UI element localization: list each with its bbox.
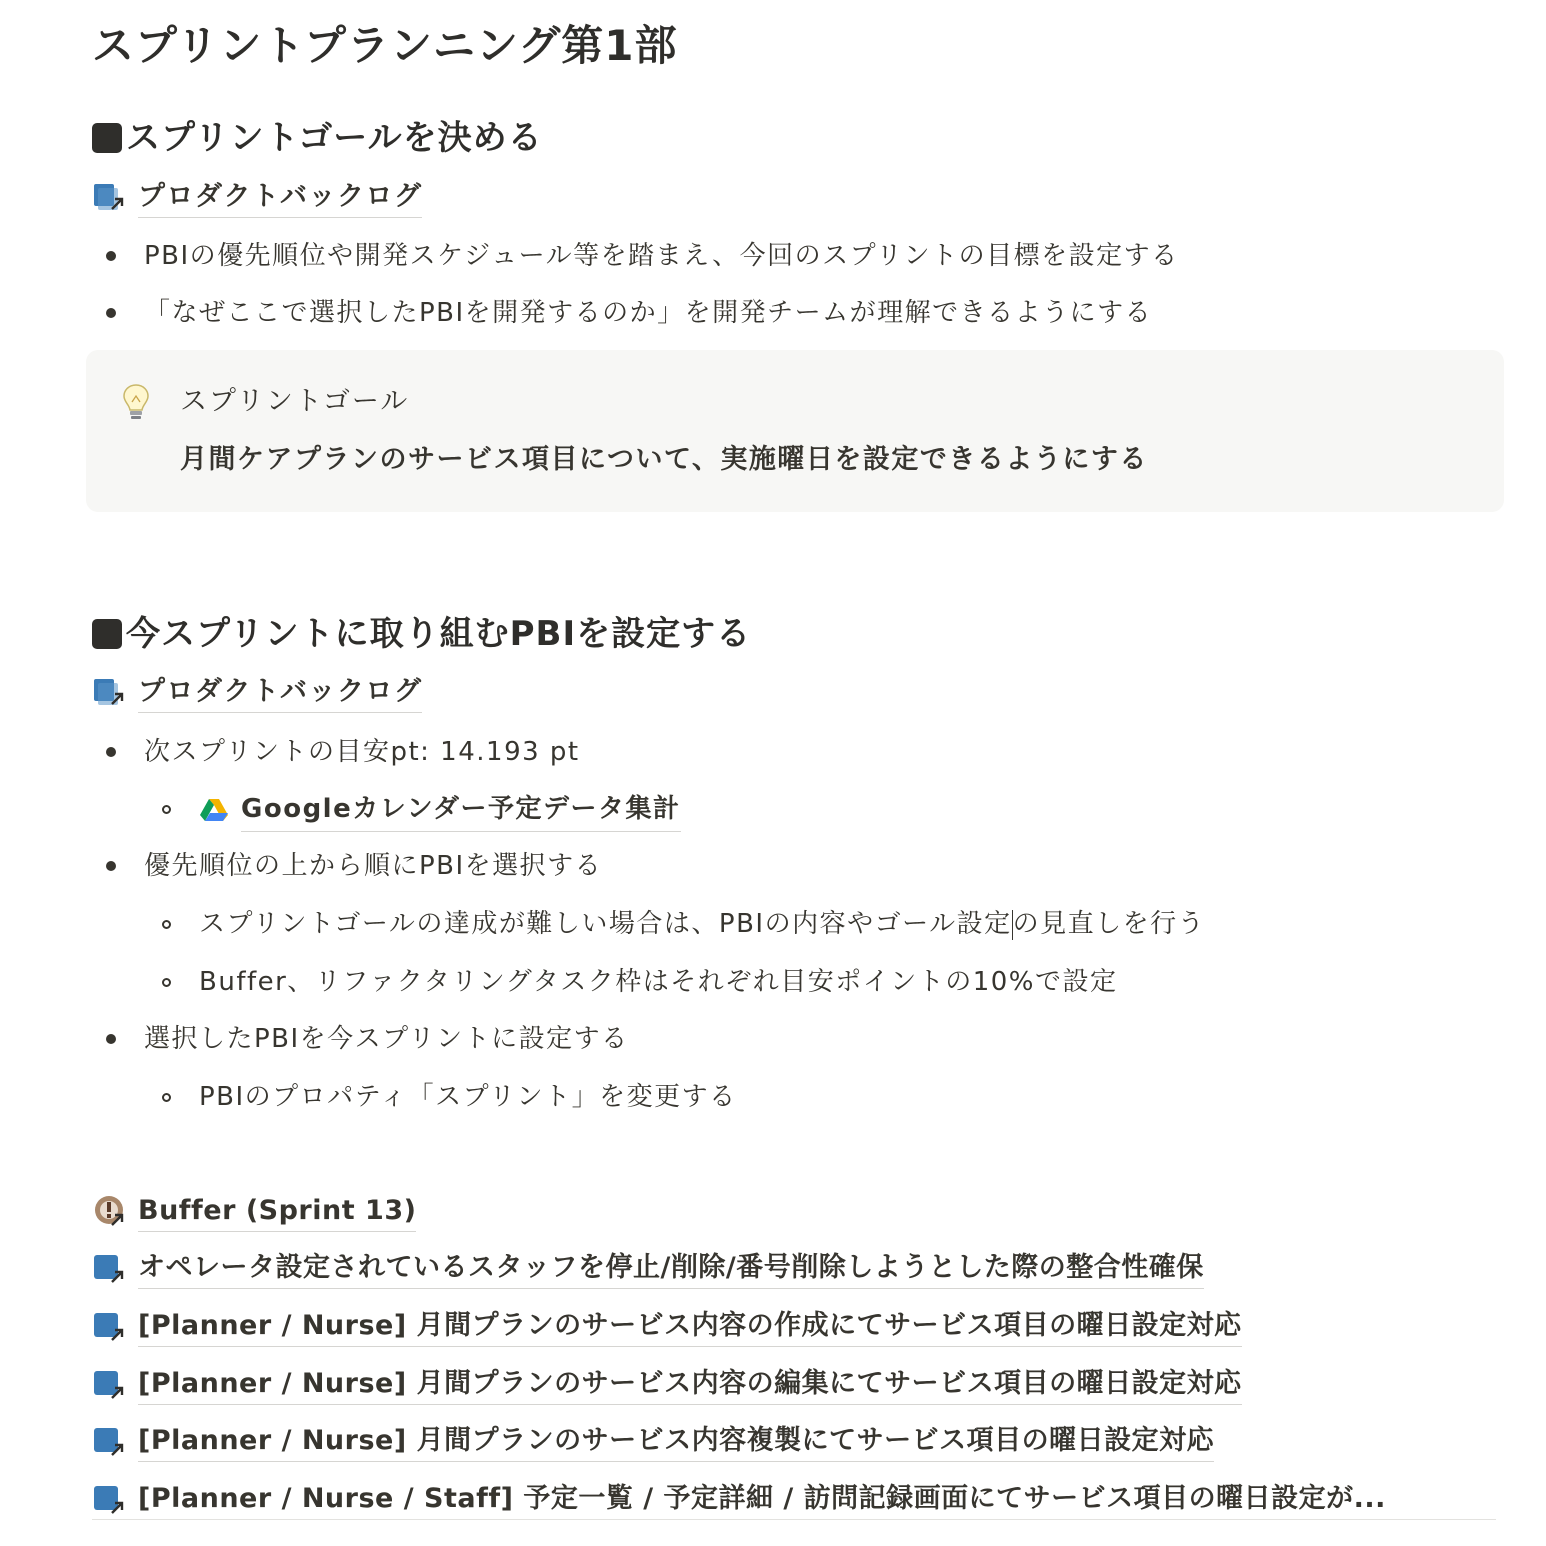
- pbi-link[interactable]: [92, 1304, 1242, 1348]
- list-item-text: Buffer、リファクタリングタスク枠はそれぞれ目安ポイントの10%で設定: [199, 967, 1118, 997]
- pbi-link-text[interactable]: [Planner / Nurse] 月間プランのサービス内容の編集にてサービス項目の曜日設定対応: [138, 1364, 1242, 1405]
- linked-page-icon: [92, 1481, 128, 1517]
- product-backlog-link[interactable]: [92, 670, 422, 714]
- list-item: [106, 730, 580, 774]
- google-drive-icon: [199, 797, 229, 823]
- sub-list-item: [162, 902, 1205, 946]
- bullet-ring: [162, 805, 171, 814]
- list-item-text: PBIのプロパティ「スプリント」を変更する: [199, 1082, 737, 1112]
- sub-list-item: [162, 960, 1118, 1004]
- pbi-link-text[interactable]: [Planner / Nurse] 月間プランのサービス内容の作成にてサービス項目の曜日設定対応: [138, 1306, 1242, 1347]
- list-item: [106, 234, 1179, 278]
- list-item: [106, 844, 602, 888]
- list-item-text: 「なぜここで選択したPBIを開発するのか」を開発チームが理解できるようにする: [144, 298, 1153, 328]
- linked-page-icon: [92, 1366, 128, 1402]
- pbi-link[interactable]: [92, 1419, 1214, 1463]
- linked-page-icon: [92, 1308, 128, 1344]
- section-heading-text: スプリントゴールを決める: [126, 118, 543, 158]
- callout-title: スプリントゴール: [180, 386, 410, 417]
- bullet-ring: [162, 1093, 171, 1102]
- linked-page-icon: [92, 1250, 128, 1286]
- sub-list-item: [162, 787, 681, 832]
- list-item: [106, 1017, 629, 1061]
- sprint-goal-callout: [86, 350, 1504, 512]
- product-backlog-link-text[interactable]: プロダクトバックログ: [138, 672, 422, 713]
- linked-page-icon: [92, 1423, 128, 1459]
- list-item-text: 優先順位の上から順にPBIを選択する: [144, 851, 603, 881]
- list-item: [106, 291, 1152, 335]
- pbi-link-buffer[interactable]: [92, 1189, 416, 1233]
- section-heading-set-pbi: [92, 610, 751, 658]
- linked-page-icon: [92, 179, 128, 215]
- bullet-dot: [106, 1034, 116, 1044]
- link-underline: [92, 1519, 1496, 1520]
- pbi-link[interactable]: [92, 1362, 1242, 1406]
- pbi-link[interactable]: [92, 1246, 1204, 1290]
- product-backlog-link-text[interactable]: プロダクトバックログ: [138, 177, 422, 218]
- linked-page-icon: [92, 674, 128, 710]
- list-item-text-editable[interactable]: スプリントゴールの達成が難しい場合は、PBIの内容やゴール設定の見直しを行う: [199, 909, 1206, 939]
- black-square-icon: [92, 619, 122, 649]
- list-item-text: PBIの優先順位や開発スケジュール等を踏まえ、今回のスプリントの目標を設定する: [144, 241, 1179, 271]
- bullet-dot: [106, 861, 116, 871]
- pbi-link[interactable]: [92, 1477, 1386, 1521]
- pbi-link-text[interactable]: オペレータ設定されているスタッフを停止/削除/番号削除しようとした際の整合性確保: [138, 1248, 1204, 1289]
- sub-list-item: [162, 1075, 737, 1119]
- pbi-link-text[interactable]: Buffer (Sprint 13): [138, 1191, 416, 1232]
- bullet-ring: [162, 978, 171, 987]
- lightbulb-icon: [120, 382, 152, 422]
- black-square-icon: [92, 123, 122, 153]
- bullet-dot: [106, 251, 116, 261]
- section-heading-text: 今スプリントに取り組むPBIを設定する: [126, 614, 752, 654]
- bullet-dot: [106, 308, 116, 318]
- product-backlog-link[interactable]: [92, 175, 422, 219]
- page-title: スプリントプランニング第1部: [92, 21, 678, 70]
- section-heading-sprint-goal: [92, 114, 543, 162]
- bullet-ring: [162, 920, 171, 929]
- buffer-alert-icon: [92, 1193, 128, 1229]
- pbi-link-text[interactable]: [Planner / Nurse / Staff] 予定一覧 / 予定詳細 / 訪問記録画面にてサービス項目の曜日設定が...: [138, 1483, 1386, 1514]
- callout-text: 月間ケアプランのサービス項目について、実施曜日を設定できるようにする: [180, 444, 1148, 475]
- pbi-link-text[interactable]: [Planner / Nurse] 月間プランのサービス内容複製にてサービス項目の曜日設定対応: [138, 1421, 1214, 1462]
- bullet-dot: [106, 747, 116, 757]
- list-item-text: 選択したPBIを今スプリントに設定する: [144, 1024, 629, 1054]
- list-item-text: 次スプリントの目安pt: 14.193 pt: [144, 737, 580, 767]
- google-calendar-data-link[interactable]: Googleカレンダー予定データ集計: [241, 787, 681, 832]
